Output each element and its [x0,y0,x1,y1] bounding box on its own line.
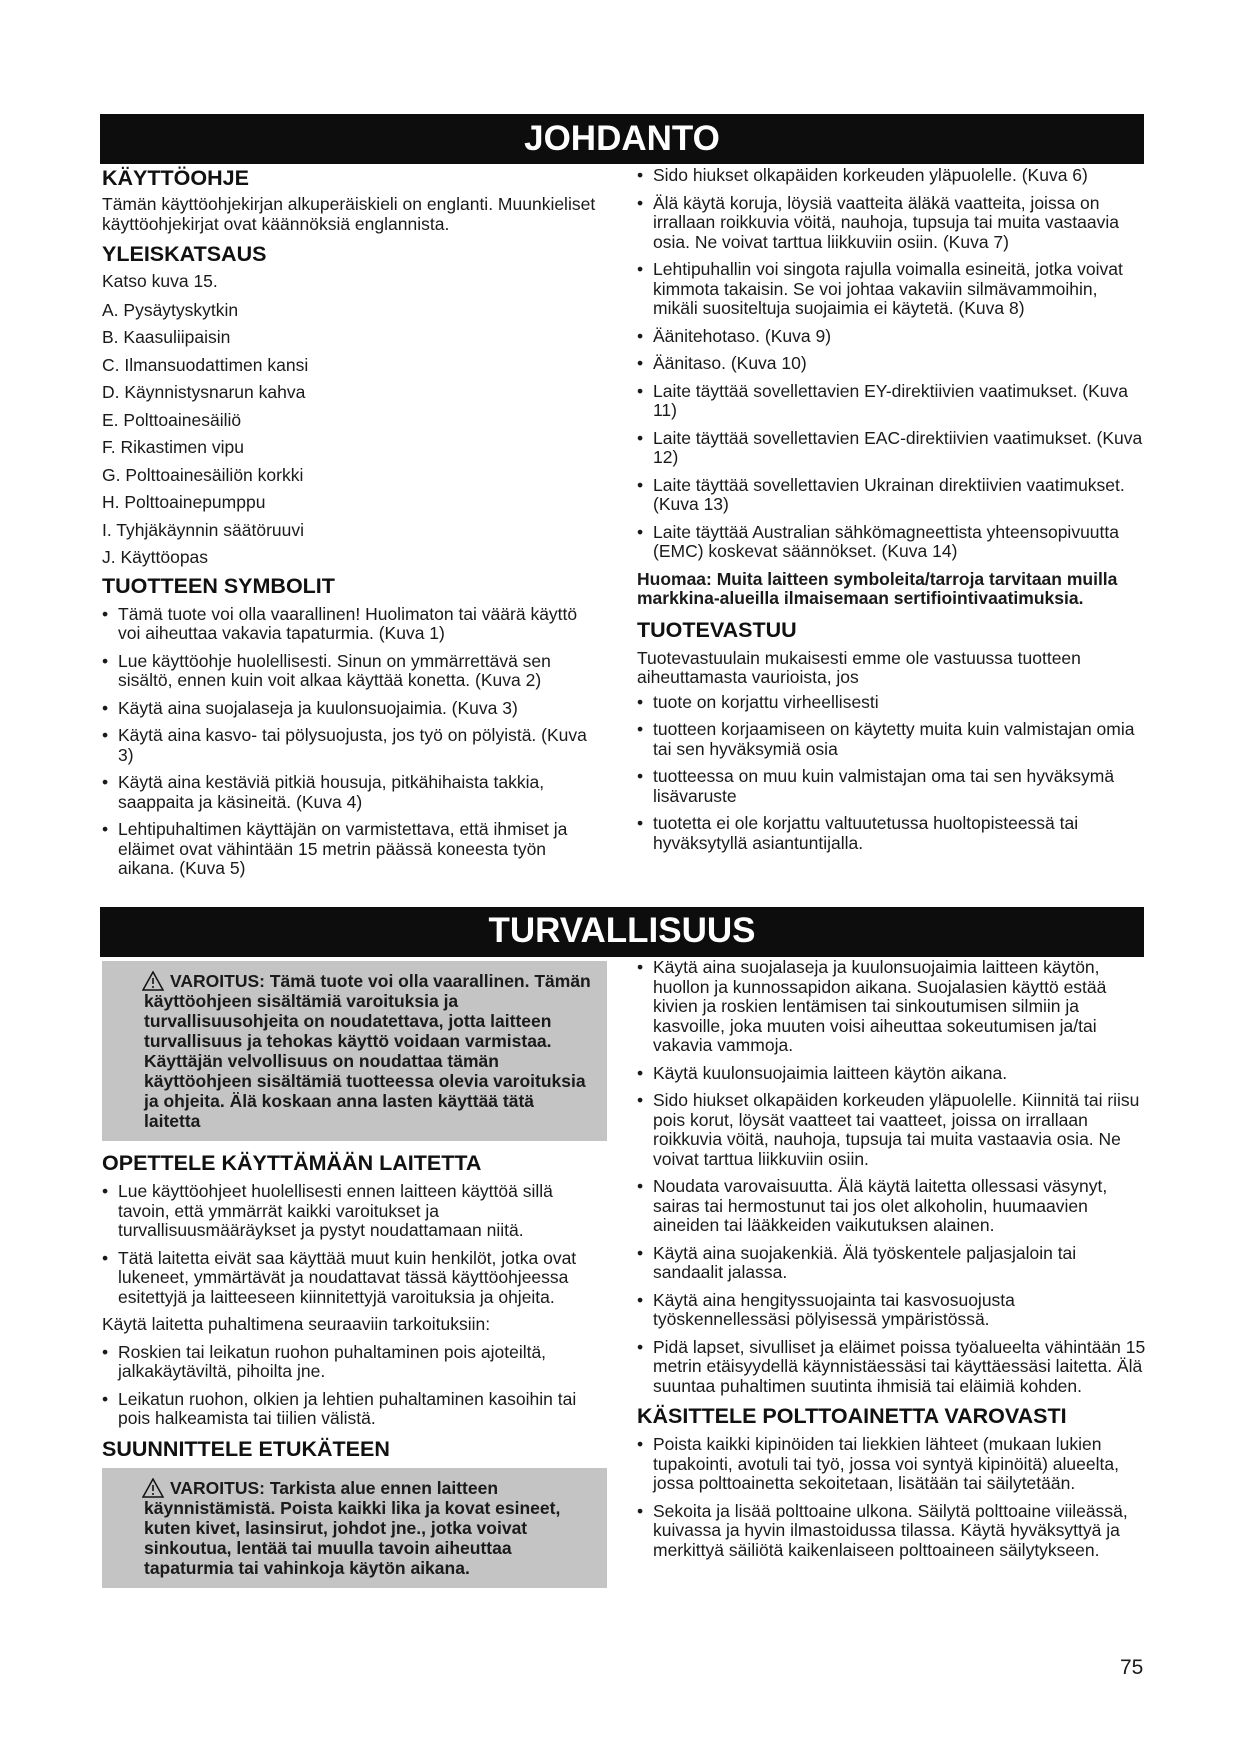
purpose-item: • Roskien tai leikatun ruohon puhaltaminen pois ajoteiltä, jalkakäytäviltä, pihoilta jne. [102,1343,607,1382]
parts-list [102,301,602,568]
safety-banner [100,907,1144,957]
part-item: F. Rikastimen vipu [102,437,244,457]
learn-list [102,1182,607,1307]
liability-item: • tuotetta ei ole korjattu valtuutetussa huoltopisteessä tai hyväksytyllä asiantuntijalla. [637,814,1147,853]
part-item: A. Pysäytyskytkin [102,299,239,320]
part-item: I. Tyhjäkäynnin säätöruuvi [102,519,305,540]
purpose-list [102,1343,607,1429]
symbol-item: • Laite täyttää sovellettavien EAC-direktiivien vaatimukset. (Kuva 12) [637,429,1147,468]
symbol-item: • Sido hiukset olkapäiden korkeuden yläpuolelle. (Kuva 6) [637,166,1147,186]
part-item: C. Ilmansuodattimen kansi [102,354,309,375]
liability-heading: TUOTEVASTUU [637,617,797,642]
symbols-list-continued [637,166,1147,562]
fuel-list [637,1435,1147,1560]
intro-banner-title: JOHDANTO [524,119,720,158]
liability-item: • tuotteen korjaamiseen on käytetty muita kuin valmistajan omia tai sen hyväksymiä osia [637,720,1147,759]
part-item: J. Käyttöopas [102,547,209,567]
manual-text: Tämän käyttöohjekirjan alkuperäiskieli on englanti. Muunkieliset käyttöohjekirjat ovat käännöksiä englannista. [102,194,596,234]
symbol-item: • Laite täyttää sovellettavien Ukrainan direktiivien vaatimukset. (Kuva 13) [637,476,1147,515]
learn-item: • Lue käyttöohjeet huolellisesti ennen laitteen käyttöä sillä tavoin, että ymmärrät kaikki varoitukset ja turvallisuusmääräykset ja pystyt noudattamaan niitä. [102,1182,607,1241]
safety-item: • Noudata varovaisuutta. Älä käytä laitetta ollessasi väsynyt, sairas tai hermostunut tai jos olet alkoholin, huumaavien aineiden tai lääkkeiden vaikutuksen alainen. [637,1177,1147,1236]
symbol-item: • Käytä aina kasvo- tai pölysuojusta, jos työ on pölyistä. (Kuva 3) [102,726,602,765]
liability-item: • tuotteessa on muu kuin valmistajan oma tai sen hyväksymä lisävaruste [637,767,1147,806]
symbol-item: • Äänitehotaso. (Kuva 9) [637,327,1147,347]
fuel-item: • Poista kaikki kipinöiden tai liekkien lähteet (mukaan lukien tupakointi, avotuli tai työ, jossa voi syntyä kipinöitä) alueelta, jossa polttoainetta sekoitetaan, lisätään tai säilytetään. [637,1435,1147,1494]
fuel-heading: KÄSITTELE POLTTOAINETTA VAROVASTI [637,1404,1067,1428]
intro-banner [100,114,1144,164]
symbol-item: • Käytä aina kestäviä pitkiä housuja, pitkähihaista takkia, saappaita ja käsineitä. (Kuva 4) [102,773,602,812]
learn-heading: OPETTELE KÄYTTÄMÄÄN LAITETTA [102,1151,482,1175]
warning-box-2 [102,1468,607,1588]
learn-item: • Tätä laitetta eivät saa käyttää muut kuin henkilöt, jotka ovat lukeneet, ymmärtävät ja noudattavat tässä käyttöohjeessa esitettyjä ja laitteeseen kiinnitettyjä varoituksia ja ohjeita. [102,1249,607,1308]
symbol-item: • Lehtipuhallin voi singota rajulla voimalla esineitä, jotka voivat kimmota takaisin. Se voi johtaa vakaviin silmävammoihin, mikäli suositeltuja suojaimia ei käytetä. (Kuva 8) [637,260,1147,319]
symbol-item: • Äänitaso. (Kuva 10) [637,354,1147,374]
safety-left-column [102,961,607,1588]
safety-right-column [637,958,1147,1568]
page-number: 75 [1120,1656,1144,1679]
safety-banner-title: TURVALLISUUS [488,911,756,950]
plan-heading: SUUNNITTELE ETUKÄTEEN [102,1436,390,1461]
part-item: G. Polttoainesäiliön korkki [102,464,304,485]
symbol-item: • Lue käyttöohje huolellisesti. Sinun on ymmärrettävä sen sisältö, ennen kuin voit alkaa käyttää konetta. (Kuva 2) [102,652,602,691]
safety-item: • Pidä lapset, sivulliset ja eläimet poissa työalueelta vähintään 15 metrin etäisyydellä käynnistäessäsi tai käyttäessäsi laitetta. Älä suuntaa puhaltimen suutinta ihmisiä tai eläimiä kohden. [637,1338,1147,1397]
safety-item: • Käytä kuulonsuojaimia laitteen käytön aikana. [637,1064,1147,1084]
warning-text: VAROITUS: Tämä tuote voi olla vaarallinen. Tämän käyttöohjeen sisältämiä varoituksia ja turvallisuusohjeita on noudatettava, jotta laitteen turvallisuus ja tehokas käyttö voidaan varmistaa. Käyttäjän velvollisuus on noudattaa tämän käyttöohjeen sisältämiä tuotteessa olevia varoituksia ja ohjeita. Älä koskaan anna lasten käyttää tätä laitetta [144,971,591,1131]
part-item: E. Polttoainesäiliö [102,409,242,430]
part-item: B. Kaasuliipaisin [102,327,231,347]
intro-right-column [637,166,1147,861]
manual-heading: KÄYTTÖOHJE [102,166,249,190]
symbol-item: • Älä käytä koruja, löysiä vaatteita äläkä vaatteita, joissa on irrallaan roikkuvia vöitä, nauhoja, tupsuja tai muita vastaavia osia. Ne voivat tarttua liikkuviin osiin. (Kuva 7) [637,194,1147,253]
intro-left-column [102,166,602,887]
safety-item: • Käytä aina suojalaseja ja kuulonsuojaimia laitteen käytön, huollon ja kunnossapidon aikana. Suojalasien käyttö estää kivien ja roskien lentämisen tai sinkoutumisen silmiin ja kasvoille, joka muuten voisi aiheuttaa sokeutumisen ja/tai vakavia vammoja. [637,958,1147,1056]
purpose-item: • Leikatun ruohon, olkien ja lehtien puhaltaminen kasoihin tai pois halkeamista tai tiilien välistä. [102,1390,607,1429]
symbol-item: • Laite täyttää Australian sähkömagneettista yhteensopivuutta (EMC) koskevat säännökset. (Kuva 14) [637,523,1147,562]
part-item: H. Polttoainepumppu [102,492,266,512]
overview-heading: YLEISKATSAUS [102,242,267,266]
liability-list [637,693,1147,854]
symbols-list [102,605,602,879]
safety-item: • Sido hiukset olkapäiden korkeuden yläpuolelle. Kiinnitä tai riisu pois korut, löysät vaatteet tai vaatteet, joissa on irrallaan roikkuvia vöitä, nauhoja, tupsuja tai muita vastaavia osia. Ne voivat tarttua liikkuviin osiin. [637,1091,1147,1169]
warning-box [102,961,607,1141]
fuel-item: • Sekoita ja lisää polttoaine ulkona. Säilytä polttoaine viileässä, kuivassa ja hyvin ilmastoidussa tilassa. Käytä hyväksyttyä ja merkittyä säiliötä kaikenlaiseen polttoaineen säilytykseen. [637,1502,1147,1561]
purpose-text: Käytä laitetta puhaltimena seuraaviin tarkoituksiin: [102,1314,491,1334]
warning-triangle-icon [142,1478,164,1498]
symbol-item: • Käytä aina suojalaseja ja kuulonsuojaimia. (Kuva 3) [102,699,602,719]
warning-triangle-icon [142,971,164,991]
liability-text: Tuotevastuulain mukaisesti emme ole vastuussa tuotteen aiheuttamasta vaurioista, jos [637,647,1081,687]
symbol-item: • Laite täyttää sovellettavien EY-direktiivien vaatimukset. (Kuva 11) [637,382,1147,421]
liability-item: • tuote on korjattu virheellisesti [637,693,1147,713]
certification-note: Huomaa: Muita laitteen symboleita/tarroja tarvitaan muilla markkina-alueilla ilmaisemaan sertifiointivaatimuksia. [637,568,1118,608]
symbols-heading: TUOTTEEN SYMBOLIT [102,573,335,598]
safety-list [637,958,1147,1396]
overview-ref: Katso kuva 15. [102,271,218,291]
symbol-item: • Tämä tuote voi olla vaarallinen! Huolimaton tai väärä käyttö voi aiheuttaa vakavia tapaturmia. (Kuva 1) [102,605,602,644]
safety-item: • Käytä aina suojakenkiä. Älä työskentele paljasjaloin tai sandaalit jalassa. [637,1244,1147,1283]
warning-text-2: VAROITUS: Tarkista alue ennen laitteen käynnistämistä. Poista kaikki lika ja kovat esineet, kuten kivet, lasinsirut, johdot jne., jotka voivat sinkoutua, lentää tai muulla tavoin aiheuttaa tapaturmia tai vahinkoja käytön aikana. [144,1477,561,1578]
part-item: D. Käynnistysnarun kahva [102,382,306,402]
symbol-item: • Lehtipuhaltimen käyttäjän on varmistettava, että ihmiset ja eläimet ovat vähintään 15 metrin päässä koneesta työn aikana. (Kuva 5) [102,820,602,879]
safety-item: • Käytä aina hengityssuojainta tai kasvosuojusta työskennellessäsi pölyisessä ympäristössä. [637,1291,1147,1330]
